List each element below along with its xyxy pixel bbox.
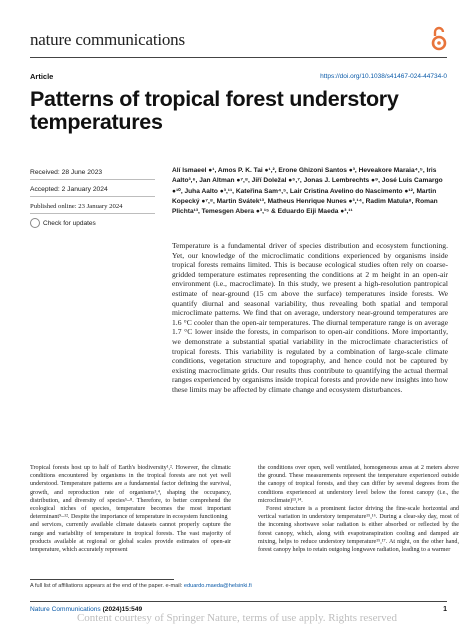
footnote [30,583,450,589]
check-updates-icon [30,218,40,228]
article-title: Patterns of tropical forest understory temperatures [30,87,399,134]
publication-dates [30,166,155,229]
journal-name: nature communications [30,30,185,49]
check-updates-button[interactable] [30,217,155,229]
footer-volume: (2024)15:549 [102,606,143,613]
abstract: Temperature is a fundamental driver of species distribution and ecosystem functioning. Yet, our knowledge of the microclimatic conditions experienced by organisms inside tropical forests remains limited. This is because ecological studies often rely on coarse-gridded temperature estimates representing the conditions at 2 m height in an open-air environment (i.e., macroclimate). In this study, we present a high-resolution pantropical estimate of near-ground (15 cm above the surface) temperatures inside forests. We quantify diurnal and seasonal variability, thus revealing both spatial and temporal microclimate patterns. We find that on average, understory near-ground temperatures are 1.6 °C cooler than the open-air temperatures. The diurnal temperature range is on average 1.7 °C lower inside the forests, in comparison to open-air conditions. More importantly, we demonstrate a substantial spatial variability in the microclimate characteristics of tropical forests. This variability is regulated by a combination of large-scale climate conditions, vegetation structure and topography, and hence could not be captured by existing macroclimate grids. Our results thus contribute to quantifying the actual thermal ranges experienced by organisms inside tropical forests and provide new insights into how these limits may be affected by climate change and ecosystem disturbances. [172,241,448,394]
body-paragraph: Forest structure is a prominent factor driving the fine-scale horizontal and vertical variation in understory temperature¹⁵,¹⁶. During a clear-sky day, most of the incoming shortwave solar radiation is either absorbed or reflected by the forest canopy, which, along with evapotranspiration cooling and damped air mixing, helps to reduce understory temperature¹⁵,¹⁷. At night, on the other hand, forest canopy helps to retain outgoing longwave radiation, leading to a warmer [258,506,459,554]
body-column-right [258,464,459,554]
published-date: Published online: 23 January 2024 [30,200,155,214]
accepted-date: Accepted: 2 January 2024 [30,183,155,197]
page-number: 1 [443,606,447,613]
body-paragraph: Tropical forests host up to half of Earth's biodiversity¹,². However, the climatic conditions encountered by organisms in the tropical forests are not yet well understood. Temperature patterns are a fundamental factor defining the survival, growth, and reproduction rate of organisms³,⁴, shaping the occupancy, distribution, and diversity of species⁵–⁸. Therefore, to better comprehend the ecological niches of species, temperature becomes the most important determinant⁹–¹². Despite the importance of temperature in ecosystem functioning [30,465,231,521]
email-label: e-mail: [165,583,183,589]
received-date: Received: 28 June 2023 [30,166,155,180]
body-paragraph: the conditions over open, well ventilated, homogeneous areas at 2 meters above the ground. These measurements represent the temperature experienced outside the canopy of tropical forests, and they can differ by several degrees from the conditions experienced at understory level below the forest canopy (i.e., the microclimate)¹³,¹⁴. [258,465,459,504]
doi-link[interactable]: https://doi.org/10.1038/s41467-024-44734-0 [320,73,447,80]
check-updates-label: Check for updates [43,219,96,227]
header-rule [30,57,447,58]
open-access-lock-icon [431,26,447,52]
footnote-rule [30,579,174,580]
body-column-left [30,464,231,554]
footer-journal-name: Nature Communications [30,606,101,613]
affiliations-note: A full list of affiliations appears at the end of the paper. [30,583,164,589]
body-paragraph: and services, currently available climate datasets cannot properly capture the range and variability of temperature in tropical forests. The vast majority of products available at regional or global scales provide estimates of open-air temperature, which accurately represent [30,522,231,554]
article-type-label: Article [30,72,54,81]
email-link[interactable]: eduardo.maeda@helsinki.fi [183,583,252,589]
author-list: Alí Ismaeel ●¹, Amos P. K. Tai ●¹,², Erone Ghizoni Santos ●³, Heveakore Maraia⁴,⁵, Iris Aalto³,⁶, Jan Altman ●⁷,⁸, Jiří Doležal ●⁵,⁷, Jonas J. Lembrechts ●⁹, José Luis Camargo ●¹⁰, Juha Aalto ●³,¹¹, Kateřina Sam⁴,⁵, Lair Cristina Avelino do Nascimento ●¹², Martin Kopecký ●⁷,⁸, Martin Svátek¹³, Matheus Henrique Nunes ●³,¹⁴, Radim Matula⁸, Roman Plichta¹³, Temesgen Abera ●³,¹⁵ & Eduardo Eiji Maeda ●³,¹¹ [172,167,443,216]
footer-rule [30,601,447,602]
watermark: Content courtesy of Springer Nature, terms of use apply. Rights reserved [76,612,398,624]
